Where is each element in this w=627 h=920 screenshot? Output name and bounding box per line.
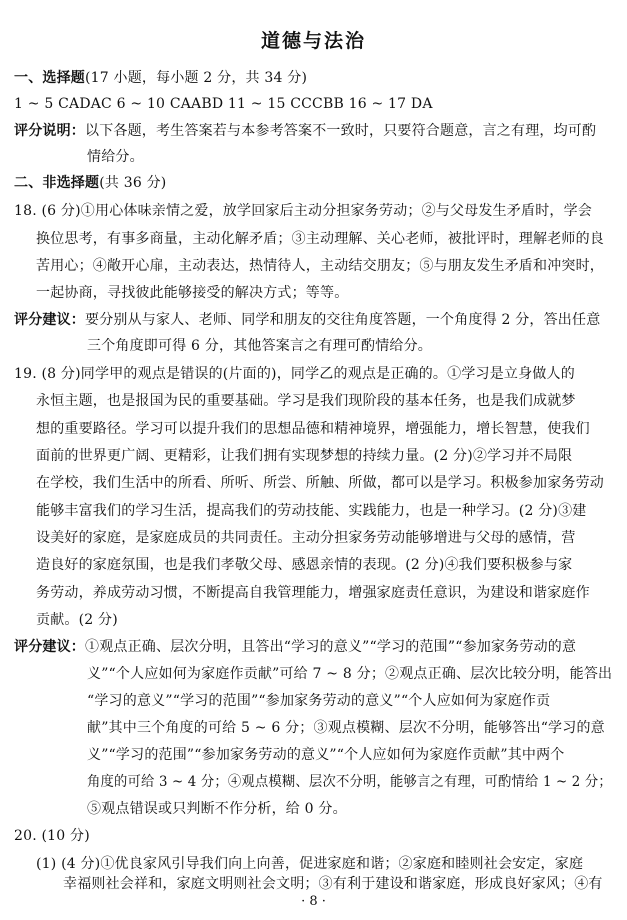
q18-suggestion: [14, 312, 600, 328]
q19-suggestion-3: “学习的意义”“学习的范围”“参加家务劳动的意义”“个人应如何为家庭作贡: [87, 693, 551, 709]
q19-suggestion-1: ①观点正确、层次分明，且答出“学习的意义”“学习的范围”“参加家务劳动的意: [85, 639, 577, 655]
q19-suggestion-5: 义”“学习的范围”“参加家务劳动的意义”“个人应如何为家庭作贡献”其中两个: [87, 747, 565, 763]
choice-answers: 1 ~ 5 CADAC 6 ~ 10 CAABD 11 ~ 15 CCCBB 16 ~ 17 DA: [14, 96, 433, 112]
scoring-note: [14, 123, 596, 139]
section-one-note: (17 小题，每小题 2 分，共 34 分): [85, 70, 308, 86]
q19-line-4: 面前的世界更广阔、更精彩，让我们拥有实现梦想的持续力量。(2 分)②学习并不局限: [36, 448, 573, 464]
q19-suggestion: [14, 639, 576, 655]
q19-suggestion-4: 献”其中三个角度的可给 5 ~ 6 分；③观点模糊、层次不分明，能够答出“学习的意: [87, 720, 605, 736]
section-two-label: 二、非选择题: [14, 175, 100, 191]
section-two-heading: [14, 175, 166, 191]
q19-suggestion-label: 评分建议：: [14, 639, 85, 655]
q18-line-3: 苦用心；④敞开心扉，主动表达，热情待人，主动结交朋友；⑤与朋友发生矛盾和冲突时，: [36, 258, 604, 274]
q19-line-5: 在学校，我们生活中的所看、所听、所尝、所触、所做，都可以是学习。积极参加家务劳动: [36, 475, 604, 491]
q19-suggestion-6: 角度的可给 3 ~ 4 分；④观点模糊、层次不分明，能够言之有理，可酌情给 1 ~ 2 分；: [87, 774, 612, 790]
q19-suggestion-7: ⑤观点错误或只判断不作分析，给 0 分。: [87, 801, 347, 817]
q19-line-2: 永恒主题，也是报国为民的重要基础。学习是我们现阶段的基本任务，也是我们成就梦: [36, 393, 576, 409]
scoring-note-text-2: 情给分。: [87, 149, 144, 165]
q19-line-10: 贡献。(2 分): [36, 612, 118, 628]
q20-line-2: 幸福则社会祥和，家庭文明则社会文明；③有利于建设和谐家庭，形成良好家风；④有: [63, 876, 603, 892]
q19-line-3: 想的重要路径。学习可以提升我们的思想品德和精神境界，增强能力，增长智慧，使我们: [36, 421, 590, 437]
q20-line-1: (1) (4 分)①优良家风引导我们向上向善，促进家庭和谐；②家庭和睦则社会安定，家庭: [36, 856, 584, 872]
scoring-note-text-1: 以下各题，考生答案若与本参考答案不一致时，只要符合题意，言之有理，均可酌: [85, 123, 597, 139]
q20-heading: 20. (10 分): [14, 828, 90, 844]
q18-line-1: 18. (6 分)①用心体味亲情之爱，放学回家后主动分担家务劳动；②与父母发生矛盾时，学会: [14, 203, 592, 219]
page-number: · 8 ·: [301, 894, 326, 909]
q19-suggestion-2: 义”“个人应如何为家庭作贡献”可给 7 ~ 8 分；②观点正确、层次比较分明，能答出: [87, 666, 613, 682]
page-title: 道德与法治: [260, 30, 366, 52]
q18-suggestion-label: 评分建议：: [14, 312, 85, 328]
section-one-heading: [14, 70, 307, 86]
q19-line-9: 务劳动，养成劳动习惯，不断提高自我管理能力，增强家庭责任意识，为建设和谐家庭作: [36, 585, 590, 601]
scoring-note-label: 评分说明：: [14, 123, 85, 139]
q19-line-1: 19. (8 分)同学甲的观点是错误的(片面的)，同学乙的观点是正确的。①学习是立身做人的: [14, 366, 575, 382]
q19-line-6: 能够丰富我们的学习生活，提高我们的劳动技能、实践能力，也是一种学习。(2 分)③建: [36, 503, 587, 519]
q18-suggestion-1: 要分别从与家人、老师、同学和朋友的交往角度答题，一个角度得 2 分，答出任意: [85, 312, 601, 328]
q19-line-7: 设美好的家庭，是家庭成员的共同责任。主动分担家务劳动能够增进与父母的感情，营: [36, 530, 576, 546]
q18-line-4: 一起协商，寻找彼此能够接受的解决方式；等等。: [36, 285, 349, 301]
q19-line-8: 造良好的家庭氛围，也是我们孝敬父母、感恩亲情的表现。(2 分)④我们要积极参与家: [36, 557, 573, 573]
q18-line-2: 换位思考，有事多商量，主动化解矛盾；③主动理解、关心老师，被批评时，理解老师的良: [36, 231, 604, 247]
section-two-note: (共 36 分): [99, 175, 167, 191]
section-one-label: 一、选择题: [14, 70, 85, 86]
q18-suggestion-2: 三个角度即可得 6 分，其他答案言之有理可酌情给分。: [87, 338, 433, 354]
